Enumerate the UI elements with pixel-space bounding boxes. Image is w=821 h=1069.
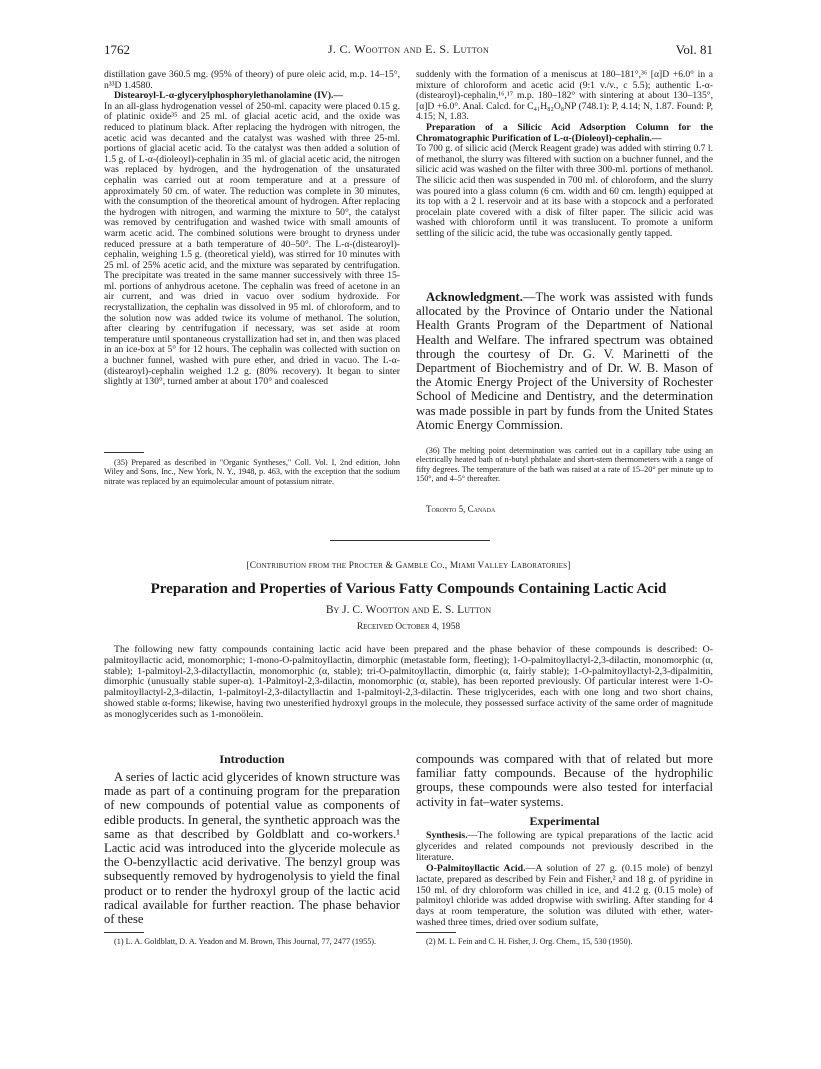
top-left-column <box>104 70 400 388</box>
paragraph <box>416 123 713 144</box>
running-header <box>104 42 713 62</box>
paragraph: suddenly with the formation of a meniscus at 180–181°,³⁶ [α]D +6.0° in a mixture of chloroform and acetic acid (9:1 v./v., c 5.5); authentic L-α-(distearoyl)-cephalin,¹⁶,¹⁷ m.p. 180–182° with sintering at about 130–135°, [α]D +6.0°. Anal. Calcd. for C₄₁H₈₂O₈NP (748.1): P, 4.14; N, 1.87. Found: P, 4.15; N, 1.83. <box>416 69 713 123</box>
received-date: Received October 4, 1958 <box>356 622 461 632</box>
footnote-rule <box>104 452 144 453</box>
footnote-text: (2) M. L. Fein and C. H. Fisher, J. Org. Chem., 15, 530 (1950). <box>426 937 633 946</box>
article-title: Preparation and Properties of Various Fatty Compounds Containing Lactic Acid <box>150 581 667 597</box>
location <box>426 505 626 514</box>
experimental-heading: Experimental <box>529 814 600 828</box>
authors: By J. C. Wootton and E. S. Lutton <box>325 604 492 616</box>
section-heading: Synthesis. <box>426 830 468 841</box>
footnote-text: (36) The melting point determination was carried out in a capillary tube using an electrically heated bath of n-butyl phthalate and short-stem thermometers with a range of fifty degrees. The temperature of the bath was raised at a rate of 15–20° per minute up to 150°, and 4–5° thereafter. <box>416 446 713 484</box>
abstract <box>104 645 713 721</box>
footnote <box>104 458 400 486</box>
paragraph-text: —A solution of 27 g. (0.15 mole) of benzyl lactate, prepared as described by Fein and Fisher,² and 18 g. of pyridine in 150 ml. of dry chloroform was chilled in ice, and 41.2 g. (0.15 mole) of palmitoyl chloride was added dropwise with swirling. After standing for 4 days at room temperature, the solution was diluted with ether, water-washed three times, dried over sodium sulfate, <box>416 862 713 929</box>
running-title: J. C. Wootton and E. S. Lutton <box>327 42 490 56</box>
footnote-rule <box>104 932 144 933</box>
intro-text: A series of lactic acid glycerides of known structure was made as part of a continuing program for the preparation of new compounds of potential value as components of edible products. In general, the synthetic approach was the same as that described by Goldblatt and co-workers.¹ Lactic acid was introduced into the glyceride molecule as the O-benzyllactic acid derivative. The benzyl group was subsequently removed by hydrogenolysis to yield the final product or to render the hydroxyl group of the lactic acid radical available for further reaction. The phase behavior of these <box>104 770 400 927</box>
right-bottom-column <box>416 752 713 809</box>
paragraph: distillation gave 360.5 mg. (95% of theory) of pure oleic acid, m.p. 14–15°, n³³D 1.4580. <box>104 69 400 91</box>
paragraph: To 700 g. of silicic acid (Merck Reagent grade) was added with stirring 0.7 l. of methanol, the slurry was filtered with suction on a buchner funnel, and the silicic acid was washed on the filter with three 300-ml. portions of methanol. The silicic acid then was suspended in 700 ml. of chloroform, and the slurry was poured into a glass column (6 cm. width and 60 cm. length) equipped at its top with a 2 l. reservoir and at its base with a stopcock and a perforated procelain plate covered with a disk of filter paper. The silicic acid was washed with chloroform until it was translucent. To promote a uniform settling of the silicic acid, the tube was occasionally gently tapped. <box>416 143 713 239</box>
paragraph <box>416 290 713 432</box>
footnote <box>104 937 400 946</box>
section-heading: Acknowledgment. <box>426 290 523 304</box>
section-heading: Preparation of a Silicic Acid Adsorption Column for the Chromatographic Purification of L-α-(Dioleoyl)-cephalin.— <box>416 121 713 144</box>
page-number: 1762 <box>104 42 130 57</box>
footnote-text: (35) Prepared as described in "Organic Syntheses," Coll. Vol. I, 2nd edition, John Wiley and Sons, Inc., New York, N. Y., 1948, p. 463, with the exception that the sodium nitrate was replaced by an equimolecular amount of potassium nitrate. <box>104 458 400 486</box>
abstract-text: The following new fatty compounds containing lactic acid have been prepared and the phase behavior of these compounds is described: O-palmitoyllactic acid, monomorphic; 1-mono-O-palmitoyllactin, dimorphic (metastable form, fleeting); 1-O-palmitoyllactyl-2,3-dilactin, monomorphic (α, stable); 1-palmitoyl-2,3-dilactyllactin, monomorphic (α, stable); tri-O-palmitoyllactin, dimorphic (α, fairly stable); 1-O-palmitoyllactyl-2,3-dipalmitin, dimorphic (unusually stable super-α). 1-Palmitoyl-2,3-dilactin, monomorphic (α, stable), has been reported previously. Of particular interest were 1-O-palmitoyllactyl-2,3-dilactin, 1-palmitoyl-2,3-dilactyllactin and 1-palmitoyl-2,3-dilactin. These triglycerides, each with one long and two short chains, showed stable α-forms; likewise, having two unesterified hydroxyl groups in the molecule, they possessed surface activity of the same order of magnitude as monoglycerides such as 1-monoölein. <box>104 644 713 720</box>
paragraph-text: —The following are typical preparations of the lactic acid glycerides and related compounds not previously described in the literature. <box>416 830 713 863</box>
footnote-rule <box>416 932 456 933</box>
section-heading: O-Palmitoyllactic Acid. <box>426 862 526 874</box>
section-heading: Distearoyl-L-α-glycerylphosphorylethanolamine (IV).— <box>114 90 344 102</box>
experimental-column <box>416 831 713 929</box>
top-right-column <box>416 70 713 240</box>
acknowledgment <box>416 290 713 432</box>
volume-label: Vol. 81 <box>675 42 713 57</box>
footnote-text: (1) L. A. Goldblatt, D. A. Yeadon and M. Brown, This Journal, 77, 2477 (1955). <box>114 937 377 946</box>
footnote <box>416 446 713 484</box>
footnote <box>416 937 713 946</box>
paragraph <box>416 831 713 864</box>
paragraph: compounds was compared with that of related but more familiar fatty compounds. Because of the hydrophilic groups, these compounds were also tested for interfacial activity in fat–water systems. <box>416 752 713 809</box>
article-separator <box>330 540 490 541</box>
paragraph <box>416 864 713 929</box>
contribution-line: [Contribution from the Procter & Gamble Co., Miami Valley Laboratories] <box>246 561 571 571</box>
intro-column <box>104 770 400 926</box>
acknowledgment-text: —The work was assisted with funds allocated by the Province of Ontario under the National Health Grants Program of the Department of National Health and Welfare. The infrared spectrum was obtained through the courtesy of Dr. G. V. Marinetti of the Department of Biochemistry and of Dr. W. B. Mason of the Atomic Energy Project of the University of Rochester School of Medicine and Dentistry, and the determination was made possible in part by funds from the United States Atomic Energy Commission. <box>416 290 713 432</box>
intro-heading: Introduction <box>219 752 285 766</box>
paragraph: In an all-glass hydrogenation vessel of 250-ml. capacity were placed 0.15 g. of platinic oxide³⁵ and 25 ml. of glacial acetic acid, and the oxide was reduced to platinum black. After replacing the hydrogen with nitrogen, the acetic acid was decanted and the catalyst was washed with three 25-ml. portions of glacial acetic acid. To the catalyst was then added a solution of 1.5 g. of L-α-(dioleoyl)-cephalin in 35 ml. of glacial acetic acid, the nitrogen was replaced by hydrogen, and the hydrogenation of the unsaturated cephalin was carried out at room temperature and at a pressure of approximately 50 cm. of water. The reduction was complete in 30 minutes, with the consumption of the theoretical amount of hydrogen. After replacing the hydrogen with nitrogen, and warming the mixture to 50°, the catalyst was removed by centrifugation and washed twice with small amounts of warm acetic acid. The combined solutions were brought to dryness under reduced pressure at a bath temperature of 40–50°. The L-α-(distearoyl)-cephalin, weighing 1.5 g. (theoretical yield), was stirred for 10 minutes with 25 ml. of 25% acetic acid, and the mixture was separated by centrifugation. The precipitate was treated in the same manner successively with three 15-ml. portions of anhydrous acetone. The cephalin was freed of acetone in an air current, and was dried in vacuo over sodium hydroxide. For recrystallization, the cephalin was dissolved in 95 ml. of chloroform, and to the solution now was added twice its volume of methanol. The solution, after clearing by centrifugation if necessary, was set aside at room temperature until spontaneous crystallization had set in, and then was placed in an ice-box at 5° for 12 hours. The cephalin was collected with suction on a buchner funnel, washed with pure ether, and dried in vacuo. The L-α-(distearoyl)-cephalin weighed 1.2 g. (80% recovery). It began to sinter slightly at 130°, turned amber at about 170° and coalesced <box>104 100 400 388</box>
location-text: Toronto 5, Canada <box>426 504 496 514</box>
